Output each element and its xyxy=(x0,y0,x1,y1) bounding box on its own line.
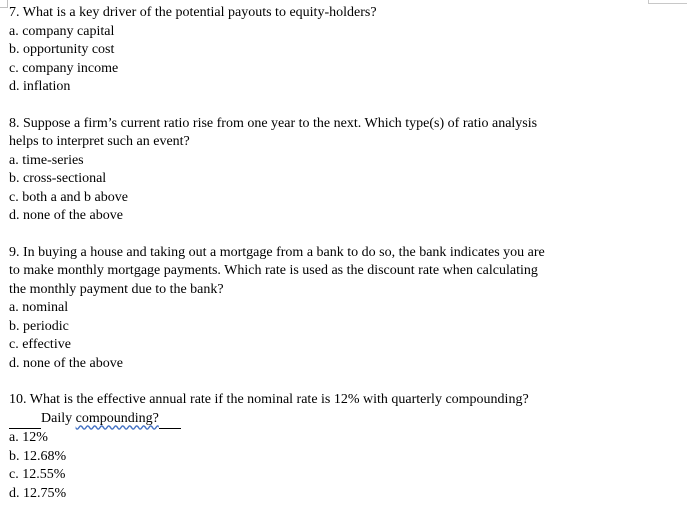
option-d: d. 12.75% xyxy=(9,485,67,501)
option-a: a. nominal xyxy=(9,300,69,315)
daily-compounding-line xyxy=(9,410,681,430)
question-text: the monthly payment due to the bank? xyxy=(9,281,224,297)
option-a: a. 12% xyxy=(9,430,48,445)
option-b: b. periodic xyxy=(9,318,69,334)
question-text: 7. What is a key driver of the potential payouts to equity-holders? xyxy=(9,5,377,20)
blank-line-left xyxy=(9,410,41,430)
document-body xyxy=(9,4,681,503)
option-c: c. company income xyxy=(9,60,119,76)
option-a: a. time-series xyxy=(9,152,84,168)
option-c: c. effective xyxy=(9,337,71,352)
question-text: to make monthly mortgage payments. Which rate is used as the discount rate when calculating xyxy=(9,263,538,278)
page-corner-mark xyxy=(0,0,8,8)
blank-line-right xyxy=(159,410,181,430)
paragraph-gap xyxy=(9,226,681,244)
question-text: 9. In buying a house and taking out a mortgage from a bank to do so, the bank indicates you are xyxy=(9,244,545,260)
daily-prefix: Daily xyxy=(41,410,76,426)
option-d: d. none of the above xyxy=(9,355,123,371)
paragraph-gap xyxy=(9,373,681,391)
question-text: 10. What is the effective annual rate if the nominal rate is 12% with quarterly compounding? xyxy=(9,392,529,407)
option-c: c. both a and b above xyxy=(9,189,128,205)
question-9 xyxy=(9,244,681,374)
option-a: a. company capital xyxy=(9,23,115,39)
question-text: helps to interpret such an event? xyxy=(9,134,190,149)
option-d: d. inflation xyxy=(9,79,71,94)
option-c: c. 12.55% xyxy=(9,467,66,482)
question-8 xyxy=(9,115,681,226)
question-text: 8. Suppose a firm’s current ratio rise from one year to the next. Which type(s) of ratio analysis xyxy=(9,115,538,131)
question-10 xyxy=(9,391,681,503)
option-d: d. none of the above xyxy=(9,208,123,223)
spellcheck-underlined-word: compounding? xyxy=(75,410,159,426)
option-b: b. 12.68% xyxy=(9,448,67,464)
paragraph-gap xyxy=(9,97,681,115)
question-7 xyxy=(9,4,681,97)
option-b: b. cross-sectional xyxy=(9,171,107,186)
option-b: b. opportunity cost xyxy=(9,42,115,57)
